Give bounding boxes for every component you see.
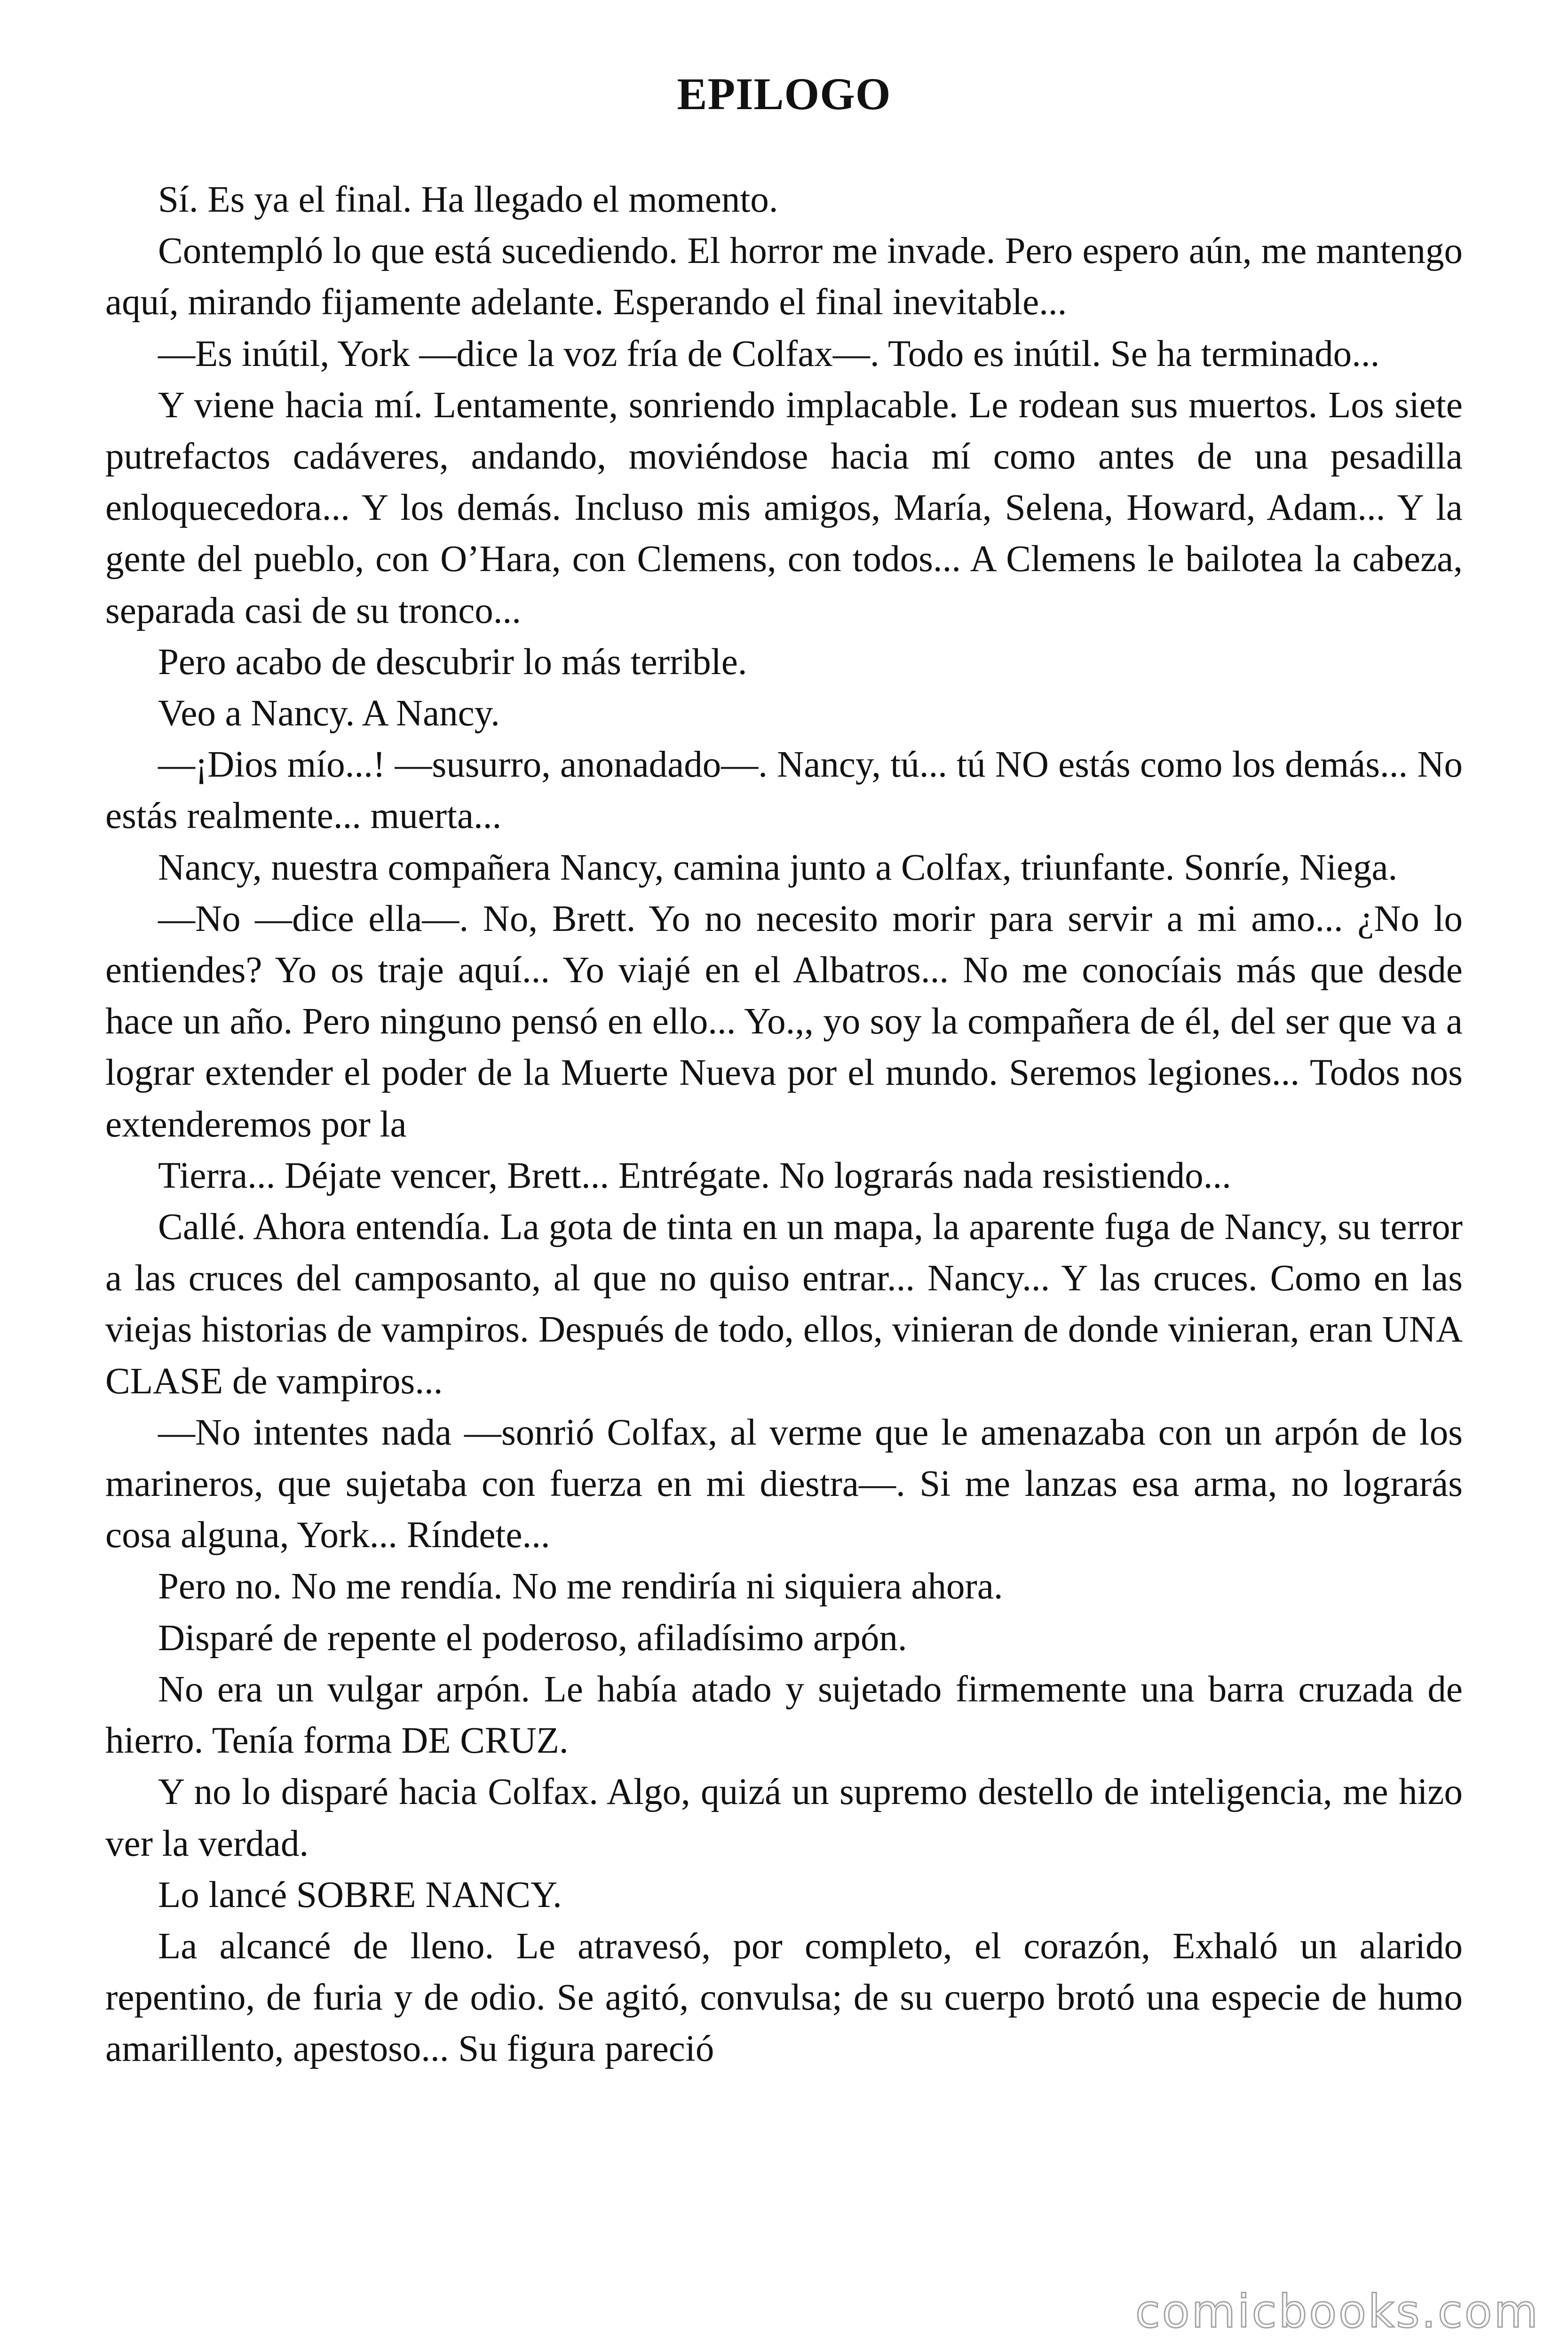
paragraph: No era un vulgar arpón. Le había atado y sujetado firmemente una barra cruzada de hierro. Tenía forma DE CRUZ. bbox=[105, 1669, 1463, 1762]
paragraph: Disparé de repente el poderoso, afiladísimo arpón. bbox=[158, 1617, 907, 1659]
paragraph: Veo a Nancy. A Nancy. bbox=[158, 693, 500, 734]
paragraph: Pero no. No me rendía. No me rendiría ni siquiera ahora. bbox=[158, 1566, 1003, 1607]
paragraph: Callé. Ahora entendía. La gota de tinta en un mapa, la aparente fuga de Nancy, su terror a las cruces del camposanto, al que no quiso entrar... Nancy... Y las cruces. Como en las viejas historias de vampiros. Después de todo, ellos, vinieran de donde vinieran, eran UNA CLASE de vampiros... bbox=[105, 1207, 1463, 1402]
paragraph: Nancy, nuestra compañera Nancy, camina junto a Colfax, triunfante. Sonríe, Niega. bbox=[158, 847, 1398, 888]
paragraph: —¡Dios mío...! —susurro, anonadado—. Nancy, tú... tú NO estás como los demás... No estás realmente... muerta... bbox=[105, 744, 1463, 837]
watermark-logo: comicbooks.com bbox=[1135, 2285, 1540, 2338]
paragraph: La alcancé de lleno. Le atravesó, por completo, el corazón, Exhaló un alarido repentino, de furia y de odio. Se agitó, convulsa; de su cuerpo brotó una especie de humo amarillento, apestoso... Su figura pareció bbox=[105, 1925, 1463, 2070]
paragraph: Pero acabo de descubrir lo más terrible. bbox=[158, 641, 747, 683]
paragraph: Sí. Es ya el final. Ha llegado el momento. bbox=[158, 179, 778, 220]
paragraph: Lo lancé SOBRE NANCY. bbox=[158, 1874, 562, 1915]
paragraph: Y no lo disparé hacia Colfax. Algo, quizá un supremo destello de inteligencia, me hizo ver la verdad. bbox=[105, 1772, 1463, 1864]
document-page bbox=[105, 0, 1463, 2352]
paragraph: Tierra... Déjate vencer, Brett... Entrégate. No lograrás nada resistiendo... bbox=[158, 1155, 1231, 1196]
chapter-body bbox=[105, 174, 1463, 2075]
paragraph: —No intentes nada —sonrió Colfax, al verme que le amenazaba con un arpón de los marineros, que sujetaba con fuerza en mi diestra—. Si me lanzas esa arma, no lograrás cosa alguna, York... Ríndete... bbox=[105, 1412, 1463, 1556]
paragraph: Y viene hacia mí. Lentamente, sonriendo implacable. Le rodean sus muertos. Los siete putrefactos cadáveres, andando, moviéndose hacia mí como antes de una pesadilla enloquecedora... Y los demás. Incluso mis amigos, María, Selena, Howard, Adam... Y la gente del pueblo, con O’Hara, con Clemens, con todos... A Clemens le bailotea la cabeza, separada casi de su tronco... bbox=[105, 384, 1463, 631]
paragraph: —No —dice ella—. No, Brett. Yo no necesito morir para servir a mi amo... ¿No lo entiendes? Yo os traje aquí... Yo viajé en el Albatros... No me conocíais más que desde hace un año. Pero ninguno pensó en ello... Yo.,, yo soy la compañera de él, del ser que va a lograr extender el poder de la Muerte Nueva por el mundo. Seremos legiones... Todos nos extenderemos por la bbox=[105, 898, 1463, 1145]
paragraph: Contempló lo que está sucediendo. El horror me invade. Pero espero aún, me mantengo aquí, mirando fijamente adelante. Esperando el final inevitable... bbox=[105, 230, 1463, 323]
chapter-title: EPILOGO bbox=[677, 69, 891, 119]
paragraph: —Es inútil, York —dice la voz fría de Colfax—. Todo es inútil. Se ha terminado... bbox=[158, 333, 1380, 374]
